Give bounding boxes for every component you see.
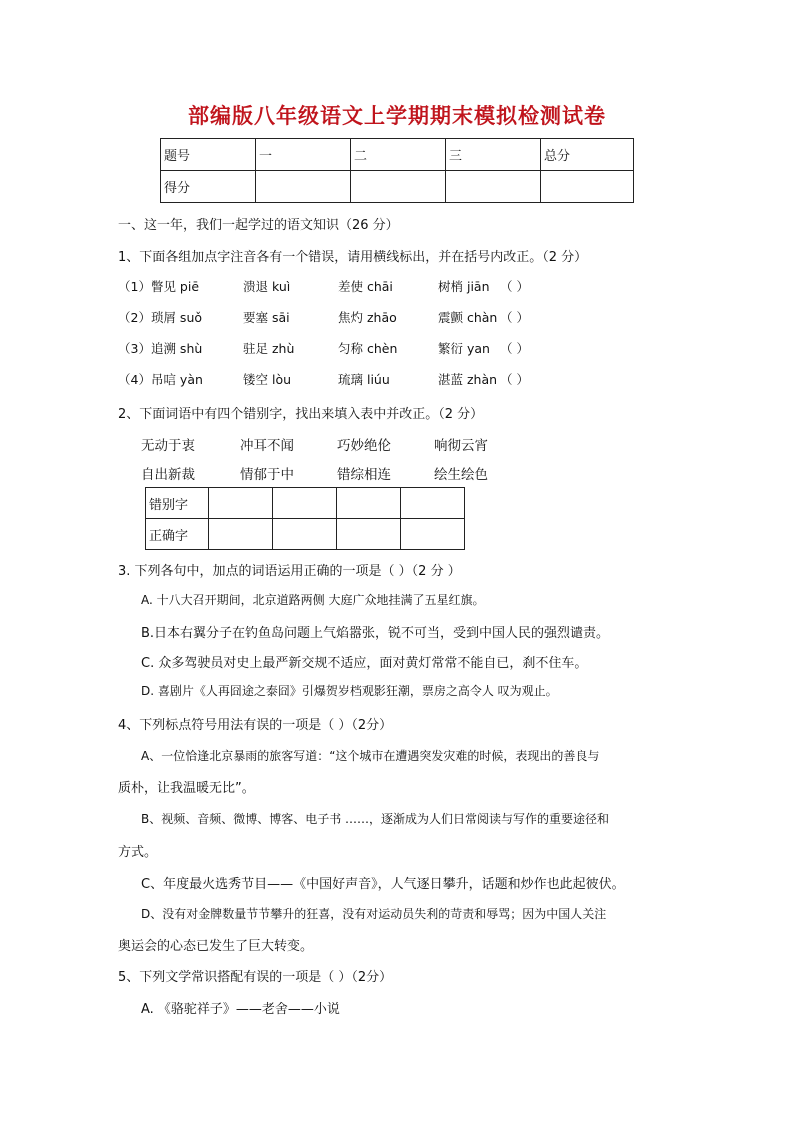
score-table xyxy=(160,138,634,203)
q2-word: 无动于衷 xyxy=(141,438,195,454)
q2-word: 错综相连 xyxy=(337,467,391,483)
correction-cell[interactable] xyxy=(401,488,465,519)
q2-word: 冲耳不闻 xyxy=(240,438,294,454)
correction-cell[interactable] xyxy=(209,519,273,550)
answer-bracket: （ ） xyxy=(500,310,529,325)
q4-option-c: C、年度最火选秀节目——《中国好声音》，人气逐日攀升，话题和炒作也此起彼伏。 xyxy=(141,877,625,892)
q1-item: 驻足 zhù xyxy=(243,341,295,356)
q1-item: 繁衍 yan xyxy=(438,341,490,356)
section-heading: 一、这一年，我们一起学过的语文知识（26 分） xyxy=(118,218,399,233)
q1-item: 震颤 chàn xyxy=(438,310,498,325)
q4-option-a: A、一位恰逢北京暴雨的旅客写道：“这个城市在遭遇突发灾难的时候，表现出的善良与 xyxy=(141,749,600,763)
q3-option-d: D. 喜剧片《人再囧途之泰囧》引爆贺岁档观影狂潮，票房之高令人 叹为观止。 xyxy=(141,684,558,698)
question-5-stem: 5、下列文学常识搭配有误的一项是（ ）（2分） xyxy=(118,970,393,985)
score-header-cell: 总分 xyxy=(541,139,634,171)
score-header-cell: 题号 xyxy=(161,139,256,171)
q1-item: 镂空 lòu xyxy=(243,372,292,387)
q1-item: 琉璃 liúu xyxy=(338,372,390,387)
score-cell xyxy=(446,171,541,203)
answer-bracket: （ ） xyxy=(500,279,529,294)
correction-row xyxy=(146,488,465,519)
q1-item: 焦灼 zhāo xyxy=(338,310,397,325)
question-4-stem: 4、下列标点符号用法有误的一项是（ ）（2分） xyxy=(118,718,393,733)
score-header-cell: 一 xyxy=(256,139,351,171)
score-table-row xyxy=(161,171,634,203)
q4-option-d-cont: 奥运会的心态已发生了巨大转变。 xyxy=(118,939,314,954)
q5-option-a: A. 《骆驼祥子》——老舍——小说 xyxy=(141,1002,340,1017)
q1-item: 要塞 sāi xyxy=(243,310,290,325)
correction-cell[interactable] xyxy=(337,488,401,519)
q1-item: 差使 chāi xyxy=(338,279,393,294)
q3-option-b: B.日本右翼分子在钓鱼岛问题上气焰嚣张，锐不可当，受到中国人民的强烈谴责。 xyxy=(141,626,610,641)
q4-option-a-cont: 质朴，让我温暖无比”。 xyxy=(118,781,255,796)
correction-row xyxy=(146,519,465,550)
q1-item: （2）琐屑 suǒ xyxy=(118,310,203,325)
q2-word: 自出新裁 xyxy=(141,467,195,483)
score-label-cell: 得分 xyxy=(161,171,256,203)
answer-bracket: （ ） xyxy=(500,341,529,356)
q3-option-a: A. 十八大召开期间，北京道路两侧 大庭广众地挂满了五星红旗。 xyxy=(141,593,485,607)
correction-cell[interactable] xyxy=(401,519,465,550)
score-cell xyxy=(541,171,634,203)
score-header-cell: 三 xyxy=(446,139,541,171)
correction-cell[interactable] xyxy=(273,488,337,519)
q1-item: （1）瞥见 piē xyxy=(118,279,200,294)
page-title: 部编版八年级语文上学期期末模拟检测试卷 xyxy=(188,104,606,128)
q1-item: 溃退 kuì xyxy=(243,279,291,294)
question-2-stem: 2、下面词语中有四个错别字，找出来填入表中并改正。（2 分） xyxy=(118,407,484,422)
score-cell xyxy=(351,171,446,203)
score-cell xyxy=(256,171,351,203)
q1-item: （4）吊唁 yàn xyxy=(118,372,203,387)
wrong-char-label: 错别字 xyxy=(146,488,209,519)
question-1-stem: 1、下面各组加点字注音各有一个错误，请用横线标出，并在括号内改正。（2 分） xyxy=(118,250,588,265)
score-header-cell: 二 xyxy=(351,139,446,171)
q2-word: 情郁于中 xyxy=(240,467,294,483)
q1-item: 匀称 chèn xyxy=(338,341,398,356)
q2-word: 绘生绘色 xyxy=(434,467,488,483)
q1-item: 树梢 jiān xyxy=(438,279,490,294)
q1-item: （3）追溯 shù xyxy=(118,341,203,356)
score-table-row xyxy=(161,139,634,171)
answer-bracket: （ ） xyxy=(500,372,529,387)
correction-cell[interactable] xyxy=(337,519,401,550)
correction-table xyxy=(145,487,465,550)
correction-cell[interactable] xyxy=(273,519,337,550)
q2-word: 响彻云宵 xyxy=(434,438,488,454)
correct-char-label: 正确字 xyxy=(146,519,209,550)
q2-word: 巧妙绝伦 xyxy=(337,438,391,454)
q4-option-b: B、视频、音频、微博、博客、电子书 ……，逐渐成为人们日常阅读与写作的重要途径和 xyxy=(141,812,610,826)
q4-option-d: D、没有对金牌数量节节攀升的狂喜，没有对运动员失利的苛责和辱骂；因为中国人关注 xyxy=(141,907,607,921)
q1-item: 湛蓝 zhàn xyxy=(438,372,498,387)
q3-option-c: C. 众多驾驶员对史上最严新交规不适应，面对黄灯常常不能自已，刹不住车。 xyxy=(141,656,588,671)
q4-option-b-cont: 方式。 xyxy=(118,845,158,860)
question-3-stem: 3. 下列各句中，加点的词语运用正确的一项是（ ）（2 分 ） xyxy=(118,564,461,579)
correction-cell[interactable] xyxy=(209,488,273,519)
